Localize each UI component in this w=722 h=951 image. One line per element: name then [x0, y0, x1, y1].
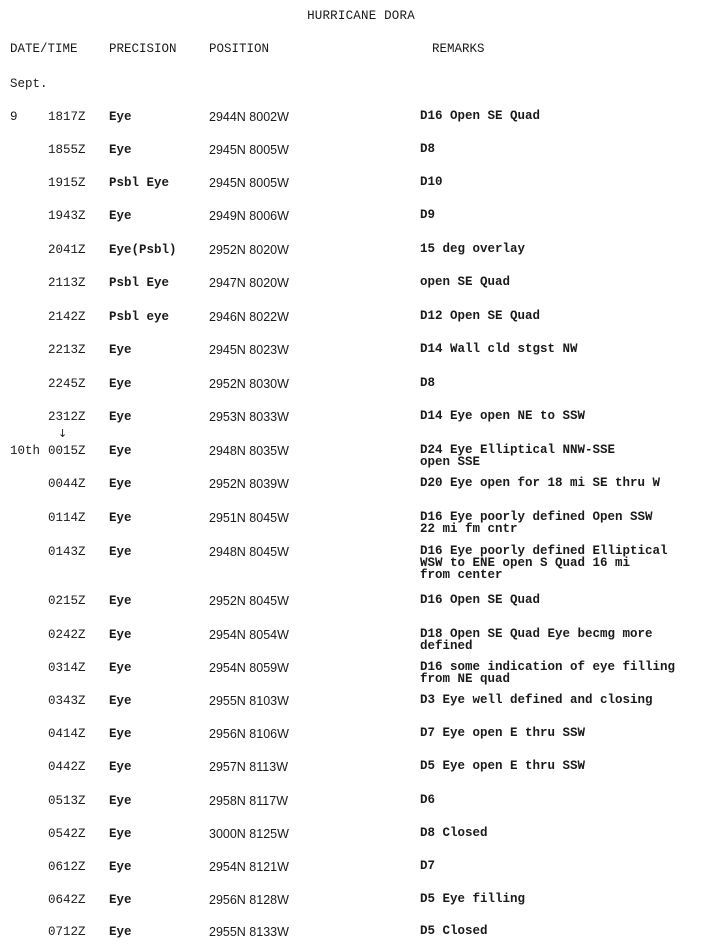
row-position: 2955N 8103W [209, 694, 289, 708]
row-remarks: D5 Eye open E thru SSW [420, 759, 586, 773]
row-precision: Eye [109, 110, 132, 124]
row-position: 2952N 8045W [209, 594, 289, 608]
header-precision: PRECISION [109, 42, 177, 56]
row-remarks: D7 Eye open E thru SSW [420, 726, 586, 740]
row-position: 3000N 8125W [209, 827, 289, 841]
row-remarks: D14 Wall cld stgst NW [420, 342, 578, 356]
row-precision: Eye [109, 343, 132, 357]
row-precision: Eye [109, 925, 132, 939]
table-row [0, 510, 722, 536]
row-remarks: D8 Closed [420, 826, 488, 840]
row-position: 2954N 8054W [209, 628, 289, 642]
row-position: 2949N 8006W [209, 209, 289, 223]
row-time: 1943Z [48, 209, 86, 223]
row-position: 2946N 8022W [209, 310, 289, 324]
row-position: 2956N 8128W [209, 893, 289, 907]
table-row [0, 143, 722, 163]
row-position: 2952N 8039W [209, 477, 289, 491]
row-time: 0513Z [48, 794, 86, 808]
row-precision: Eye [109, 410, 132, 424]
row-precision: Eye [109, 727, 132, 741]
row-remarks: D16 Eye poorly defined Open SSW 22 mi fm cntr [420, 510, 653, 536]
row-remarks: D6 [420, 793, 436, 807]
row-position: 2945N 8005W [209, 143, 289, 157]
row-precision: Eye [109, 760, 132, 774]
table-row [0, 594, 722, 614]
row-precision: Eye [109, 477, 132, 491]
row-position: 2947N 8020W [209, 276, 289, 290]
row-remarks: D8 [420, 142, 436, 156]
row-remarks: 15 deg overlay [420, 242, 526, 256]
row-precision: Eye [109, 594, 132, 608]
row-position: 2948N 8045W [209, 545, 289, 559]
month-label: Sept. [10, 77, 48, 91]
table-row [0, 477, 722, 497]
row-time: 2113Z [48, 276, 86, 290]
row-position: 2945N 8005W [209, 176, 289, 190]
row-precision: Eye [109, 511, 132, 525]
row-remarks: D3 Eye well defined and closing [420, 693, 653, 707]
row-precision: Eye [109, 860, 132, 874]
row-time: 0314Z [48, 661, 86, 675]
row-day: 9 [10, 110, 18, 124]
header-date-time: DATE/TIME [10, 42, 78, 56]
row-precision: Eye [109, 661, 132, 675]
table-row [0, 694, 722, 714]
table-row [0, 443, 722, 469]
row-position: 2944N 8002W [209, 110, 289, 124]
table-row [0, 310, 722, 330]
row-precision: Eye [109, 893, 132, 907]
table-row [0, 110, 722, 130]
row-remarks: D7 [420, 859, 436, 873]
row-time: 0712Z [48, 925, 86, 939]
row-remarks: D16 Eye poorly defined Elliptical WSW to ENE open S Quad 16 mi from center [420, 544, 668, 582]
row-time: 2312Z [48, 410, 86, 424]
document-title: HURRICANE DORA [307, 9, 415, 23]
row-remarks: D20 Eye open for 18 mi SE thru W [420, 476, 661, 490]
row-time: 0612Z [48, 860, 86, 874]
row-position: 2955N 8133W [209, 925, 289, 939]
row-time: 1817Z [48, 110, 86, 124]
row-precision: Eye [109, 794, 132, 808]
row-precision: Eye [109, 377, 132, 391]
handwritten-check-mark: ↓ [58, 427, 68, 440]
row-remarks: D16 some indication of eye filling from NE quad [420, 660, 676, 686]
row-time: 2041Z [48, 243, 86, 257]
row-remarks: D14 Eye open NE to SSW [420, 409, 586, 423]
row-time: 0442Z [48, 760, 86, 774]
row-position: 2948N 8035W [209, 444, 289, 458]
row-time: 1855Z [48, 143, 86, 157]
table-row [0, 893, 722, 913]
row-time: 0242Z [48, 628, 86, 642]
row-position: 2954N 8121W [209, 860, 289, 874]
table-row [0, 760, 722, 780]
row-time: 2245Z [48, 377, 86, 391]
table-row [0, 925, 722, 945]
row-time: 0343Z [48, 694, 86, 708]
row-position: 2956N 8106W [209, 727, 289, 741]
row-time: 0015Z [48, 444, 86, 458]
row-precision: Eye [109, 694, 132, 708]
row-precision: Eye [109, 545, 132, 559]
row-remarks: D8 [420, 376, 436, 390]
row-time: 1915Z [48, 176, 86, 190]
row-time: 0642Z [48, 893, 86, 907]
header-position: POSITION [209, 42, 270, 56]
row-precision: Psbl eye [109, 310, 170, 324]
row-precision: Psbl Eye [109, 176, 170, 190]
table-row [0, 209, 722, 229]
row-precision: Psbl Eye [109, 276, 170, 290]
row-time: 0215Z [48, 594, 86, 608]
row-precision: Eye [109, 628, 132, 642]
row-position: 2958N 8117W [209, 794, 288, 808]
table-row [0, 243, 722, 263]
row-position: 2951N 8045W [209, 511, 289, 525]
row-remarks: open SE Quad [420, 275, 511, 289]
table-row [0, 377, 722, 397]
row-time: 0044Z [48, 477, 86, 491]
table-row [0, 627, 722, 653]
row-remarks: D16 Open SE Quad [420, 593, 541, 607]
row-position: 2952N 8030W [209, 377, 289, 391]
row-precision: Eye [109, 143, 132, 157]
row-precision: Eye(Psbl) [109, 243, 177, 257]
row-time: 0542Z [48, 827, 86, 841]
row-time: 0414Z [48, 727, 86, 741]
table-row [0, 410, 722, 430]
table-row [0, 727, 722, 747]
table-row [0, 660, 722, 686]
table-row [0, 544, 722, 582]
row-remarks: D18 Open SE Quad Eye becmg more defined [420, 627, 653, 653]
row-position: 2953N 8033W [209, 410, 289, 424]
table-row [0, 827, 722, 847]
row-remarks: D9 [420, 208, 436, 222]
header-remarks: REMARKS [432, 42, 485, 56]
row-time: 0143Z [48, 545, 86, 559]
table-row [0, 794, 722, 814]
row-time: 0114Z [48, 511, 86, 525]
row-remarks: D5 Closed [420, 924, 488, 938]
row-remarks: D12 Open SE Quad [420, 309, 541, 323]
row-position: 2952N 8020W [209, 243, 289, 257]
row-time: 2142Z [48, 310, 86, 324]
row-remarks: D24 Eye Elliptical NNW-SSE open SSE [420, 443, 616, 469]
row-day: 10th [10, 444, 41, 458]
row-precision: Eye [109, 209, 132, 223]
row-time: 2213Z [48, 343, 86, 357]
row-position: 2957N 8113W [209, 760, 288, 774]
table-row [0, 176, 722, 196]
row-position: 2945N 8023W [209, 343, 289, 357]
row-remarks: D16 Open SE Quad [420, 109, 541, 123]
table-row [0, 343, 722, 363]
row-precision: Eye [109, 444, 132, 458]
table-row [0, 860, 722, 880]
table-row [0, 276, 722, 296]
row-position: 2954N 8059W [209, 661, 289, 675]
row-precision: Eye [109, 827, 132, 841]
row-remarks: D5 Eye filling [420, 892, 526, 906]
row-remarks: D10 [420, 175, 443, 189]
